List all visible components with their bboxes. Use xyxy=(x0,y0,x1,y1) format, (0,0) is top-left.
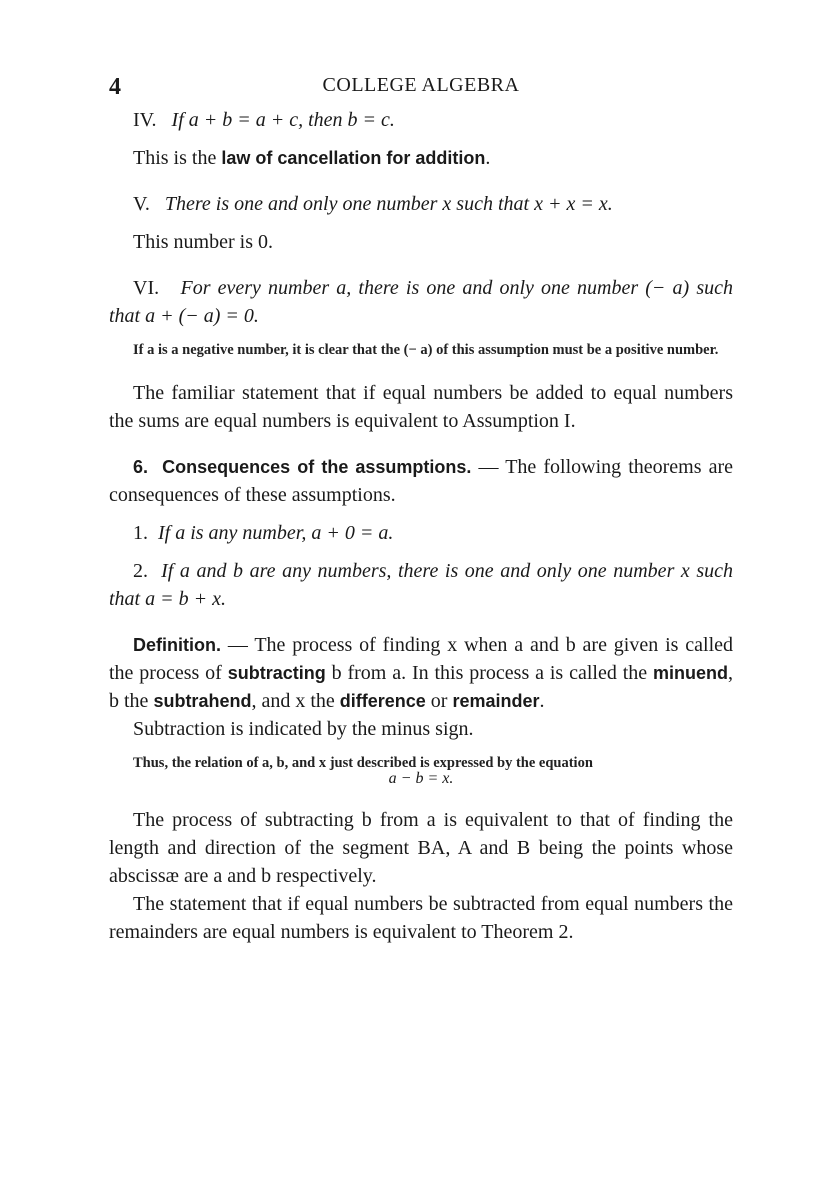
theorem-1-text: If a is any number, a + 0 = a. xyxy=(158,522,394,544)
familiar-statement-subtraction: The statement that if equal numbers be subtracted from equal numbers the remainders are equal numbers is equivalent to Theorem 2. xyxy=(109,893,733,943)
section-6 xyxy=(109,453,733,509)
definition-dash: — xyxy=(221,634,255,656)
subtraction-equation: a − b = x. xyxy=(388,770,454,787)
process-paragraph: The process of subtracting b from a is equivalent to that of finding the length and direction of the segment BA, A and B being the points whose abscissæ are a and b respectively. xyxy=(109,809,733,887)
assumption-v xyxy=(109,190,733,218)
assumption-v-numeral: V. xyxy=(133,193,150,215)
assumption-vi-text: For every number a, there is one and only one number (− a) such that a + (− a) = 0. xyxy=(109,277,734,327)
assumption-iv-note xyxy=(109,144,733,172)
section-6-text: The following theorems are consequences of these assumptions. xyxy=(109,456,734,506)
assumption-iv xyxy=(109,106,733,134)
term-subtrahend: subtrahend xyxy=(153,691,252,711)
definition-text: . xyxy=(539,690,545,712)
definition-text: or xyxy=(425,690,453,712)
definition-text: The process of finding x when a and b are given is called the process of xyxy=(109,634,734,684)
theorem-1-num: 1. xyxy=(133,522,148,544)
term-minuend: minuend xyxy=(653,663,729,683)
assumption-v-text: There is one and only one number x such that x + x = x. xyxy=(164,193,613,215)
definition-label: Definition. xyxy=(133,635,221,655)
page-number: 4 xyxy=(109,74,121,100)
term-remainder: remainder xyxy=(452,691,540,711)
section-6-title: Consequences of the assumptions. xyxy=(162,457,472,477)
definition-subtraction xyxy=(109,631,733,715)
running-title: COLLEGE ALGEBRA xyxy=(322,74,520,96)
law-of-cancellation: law of cancellation for addition xyxy=(221,148,486,168)
assumption-vi-numeral: VI. xyxy=(133,277,160,299)
theorem-2 xyxy=(109,557,733,613)
theorem-1 xyxy=(109,519,733,547)
assumption-vi xyxy=(109,274,733,330)
assumption-iv-numeral: IV. xyxy=(133,109,157,131)
assumption-iv-text: If a + b = a + c, then b = c. xyxy=(171,109,395,131)
definition-text: , and x the xyxy=(251,690,340,712)
minus-sign-note: Subtraction is indicated by the minus sign. xyxy=(133,718,474,740)
term-difference: difference xyxy=(339,691,426,711)
section-6-dash: — xyxy=(471,456,506,478)
definition-text: , b the xyxy=(109,662,734,712)
assumption-vi-remark: If a is a negative number, it is clear that the (− a) of this assumption must be a positive number. xyxy=(133,342,719,358)
familiar-statement-addition: The familiar statement that if equal numbers be added to equal numbers the sums are equal numbers is equivalent to Assumption I. xyxy=(109,382,733,432)
theorem-2-text: If a and b are any numbers, there is one and only one number x such that a = b + x. xyxy=(109,560,734,610)
note-period: . xyxy=(485,147,491,169)
page xyxy=(109,70,733,946)
thus-remark: Thus, the relation of a, b, and x just described is expressed by the equation xyxy=(133,755,593,771)
section-6-number: 6. xyxy=(133,457,149,477)
theorem-2-num: 2. xyxy=(133,560,148,582)
assumption-v-note: This number is 0. xyxy=(133,231,273,253)
note-text: This is the xyxy=(133,147,222,169)
term-subtracting: subtracting xyxy=(227,663,326,683)
page-header xyxy=(109,70,733,106)
definition-text: b from a. In this process a is called the xyxy=(325,662,654,684)
